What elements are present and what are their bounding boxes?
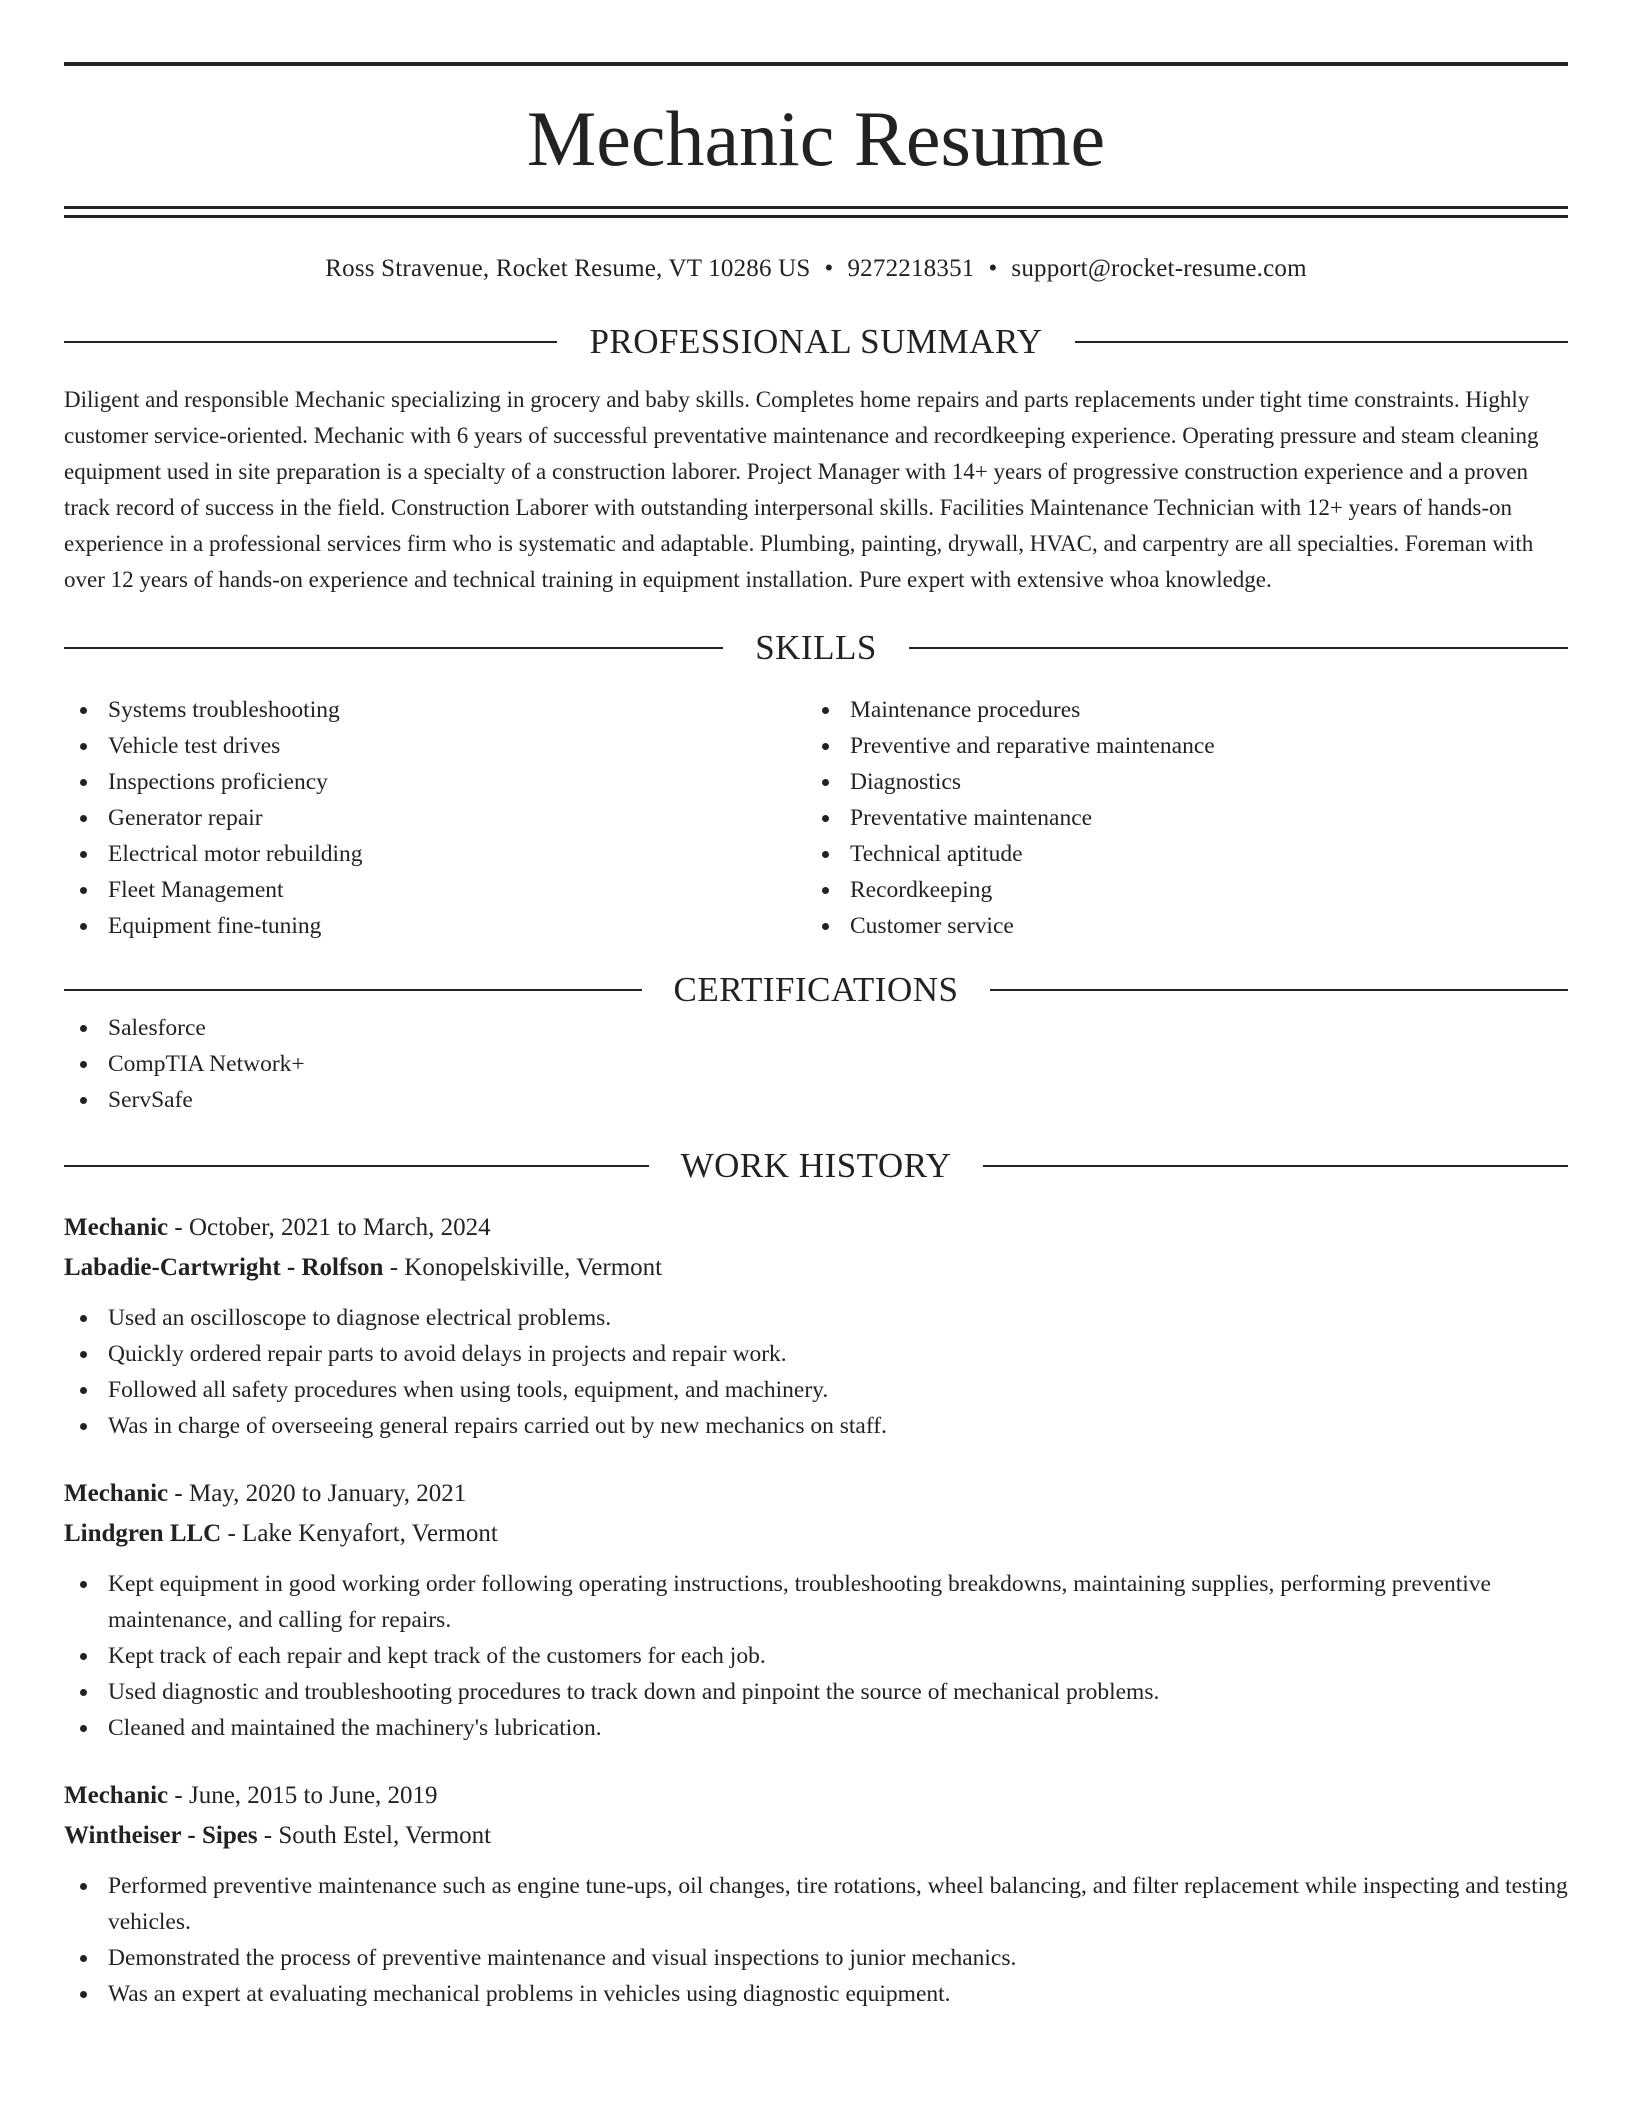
job-entry xyxy=(64,1208,1568,1444)
contact-email: support@rocket-resume.com xyxy=(1011,255,1307,282)
heading-rule-left xyxy=(64,341,557,343)
certifications-heading-label: CERTIFICATIONS xyxy=(673,970,959,1009)
job-duty: Was in charge of overseeing general repairs carried out by new mechanics on staff. xyxy=(64,1408,1568,1444)
job-company: Wintheiser - Sipes xyxy=(64,1822,258,1849)
job-duty: Kept equipment in good working order following operating instructions, troubleshooting breakdowns, maintaining supplies, performing preventive maintenance, and calling for repairs. xyxy=(64,1566,1568,1638)
job-company-line xyxy=(64,1514,1568,1554)
contact-line xyxy=(64,254,1568,284)
job-duty: Performed preventive maintenance such as engine tune-ups, oil changes, tire rotations, wheel balancing, and filter replacement while inspecting and testing vehicles. xyxy=(64,1868,1568,1940)
job-location: - Konopelskiville, Vermont xyxy=(383,1254,663,1281)
job-dates: - June, 2015 to June, 2019 xyxy=(168,1782,438,1809)
heading-rule-right xyxy=(983,1165,1568,1167)
skill-item: Preventive and reparative maintenance xyxy=(806,728,1548,764)
work-history-section-heading xyxy=(64,1146,1568,1186)
job-duties-list xyxy=(64,1566,1568,1746)
job-duty: Used an oscilloscope to diagnose electrical problems. xyxy=(64,1300,1568,1336)
certifications-section-heading xyxy=(64,970,1568,1010)
job-duty: Was an expert at evaluating mechanical problems in vehicles using diagnostic equipment. xyxy=(64,1976,1568,2012)
skill-item: Fleet Management xyxy=(64,872,806,908)
job-title: Mechanic xyxy=(64,1480,169,1507)
contact-separator: • xyxy=(824,255,834,282)
certification-item: Salesforce xyxy=(64,1010,1568,1046)
job-duties-list xyxy=(64,1868,1568,2012)
job-company-line xyxy=(64,1816,1568,1856)
heading-rule-left xyxy=(64,647,723,649)
skill-item: Customer service xyxy=(806,908,1548,944)
resume-page xyxy=(64,0,1568,2012)
skills-section-heading xyxy=(64,628,1568,668)
certification-item: CompTIA Network+ xyxy=(64,1046,1568,1082)
job-entry xyxy=(64,1776,1568,2012)
professional-summary-text: Diligent and responsible Mechanic specializing in grocery and baby skills. Completes home repairs and parts replacements under tight time constraints. Highly customer service-oriented. Mechanic with 6 years of successful preventative maintenance and recordkeeping experience. Operating pressure and steam cleaning equipment used in site preparation is a specialty of a construction laborer. Project Manager with 14+ years of progressive construction experience and a proven track record of success in the field. Construction Laborer with outstanding interpersonal skills. Facilities Maintenance Technician with 12+ years of hands-on experience in a professional services firm who is systematic and adaptable. Plumbing, painting, drywall, HVAC, and carpentry are all specialties. Foreman with over 12 years of hands-on experience and technical training in equipment installation. Pure expert with extensive whoa knowledge. xyxy=(64,387,1539,592)
job-company: Lindgren LLC xyxy=(64,1520,222,1547)
skill-item: Inspections proficiency xyxy=(64,764,806,800)
contact-address: Ross Stravenue, Rocket Resume, VT 10286 US xyxy=(325,255,811,282)
work-history-heading-label: WORK HISTORY xyxy=(680,1146,952,1185)
skill-item: Maintenance procedures xyxy=(806,692,1548,728)
skill-item: Technical aptitude xyxy=(806,836,1548,872)
title-double-rule xyxy=(64,206,1568,218)
job-title-line xyxy=(64,1776,1568,1816)
job-location: - Lake Kenyafort, Vermont xyxy=(221,1520,498,1547)
job-location: - South Estel, Vermont xyxy=(257,1822,492,1849)
heading-rule-right xyxy=(990,989,1568,991)
job-entry xyxy=(64,1474,1568,1746)
top-rule xyxy=(64,62,1568,66)
resume-title: Mechanic Resume xyxy=(526,95,1106,182)
heading-rule-left xyxy=(64,989,642,991)
job-duty: Quickly ordered repair parts to avoid delays in projects and repair work. xyxy=(64,1336,1568,1372)
job-company-line xyxy=(64,1248,1568,1288)
skills-heading-label: SKILLS xyxy=(755,628,877,667)
skill-item: Systems troubleshooting xyxy=(64,692,806,728)
skills-grid xyxy=(64,692,1568,944)
certifications-list xyxy=(64,1010,1568,1118)
job-duty: Used diagnostic and troubleshooting procedures to track down and pinpoint the source of mechanical problems. xyxy=(64,1674,1568,1710)
skill-item: Recordkeeping xyxy=(806,872,1548,908)
heading-rule-right xyxy=(1075,341,1568,343)
job-duties-list xyxy=(64,1300,1568,1444)
job-duty: Followed all safety procedures when using tools, equipment, and machinery. xyxy=(64,1372,1568,1408)
skills-list-right xyxy=(806,692,1548,944)
heading-rule-right xyxy=(909,647,1568,649)
contact-phone: 9272218351 xyxy=(847,255,975,282)
skill-item: Diagnostics xyxy=(806,764,1548,800)
skills-list-left xyxy=(64,692,806,944)
skill-item: Vehicle test drives xyxy=(64,728,806,764)
job-title: Mechanic xyxy=(64,1214,169,1241)
job-dates: - October, 2021 to March, 2024 xyxy=(168,1214,491,1241)
summary-heading-label: PROFESSIONAL SUMMARY xyxy=(589,322,1043,361)
job-duty: Cleaned and maintained the machinery's lubrication. xyxy=(64,1710,1568,1746)
skill-item: Electrical motor rebuilding xyxy=(64,836,806,872)
certification-item: ServSafe xyxy=(64,1082,1568,1118)
job-title-line xyxy=(64,1208,1568,1248)
job-company: Labadie-Cartwright - Rolfson xyxy=(64,1254,384,1281)
contact-separator: • xyxy=(988,255,998,282)
job-dates: - May, 2020 to January, 2021 xyxy=(168,1480,467,1507)
skill-item: Generator repair xyxy=(64,800,806,836)
skill-item: Preventative maintenance xyxy=(806,800,1548,836)
job-title-line xyxy=(64,1474,1568,1514)
job-title: Mechanic xyxy=(64,1782,169,1809)
summary-section-heading xyxy=(64,322,1568,362)
heading-rule-left xyxy=(64,1165,649,1167)
skill-item: Equipment fine-tuning xyxy=(64,908,806,944)
job-duty: Demonstrated the process of preventive maintenance and visual inspections to junior mechanics. xyxy=(64,1940,1568,1976)
job-duty: Kept track of each repair and kept track of the customers for each job. xyxy=(64,1638,1568,1674)
